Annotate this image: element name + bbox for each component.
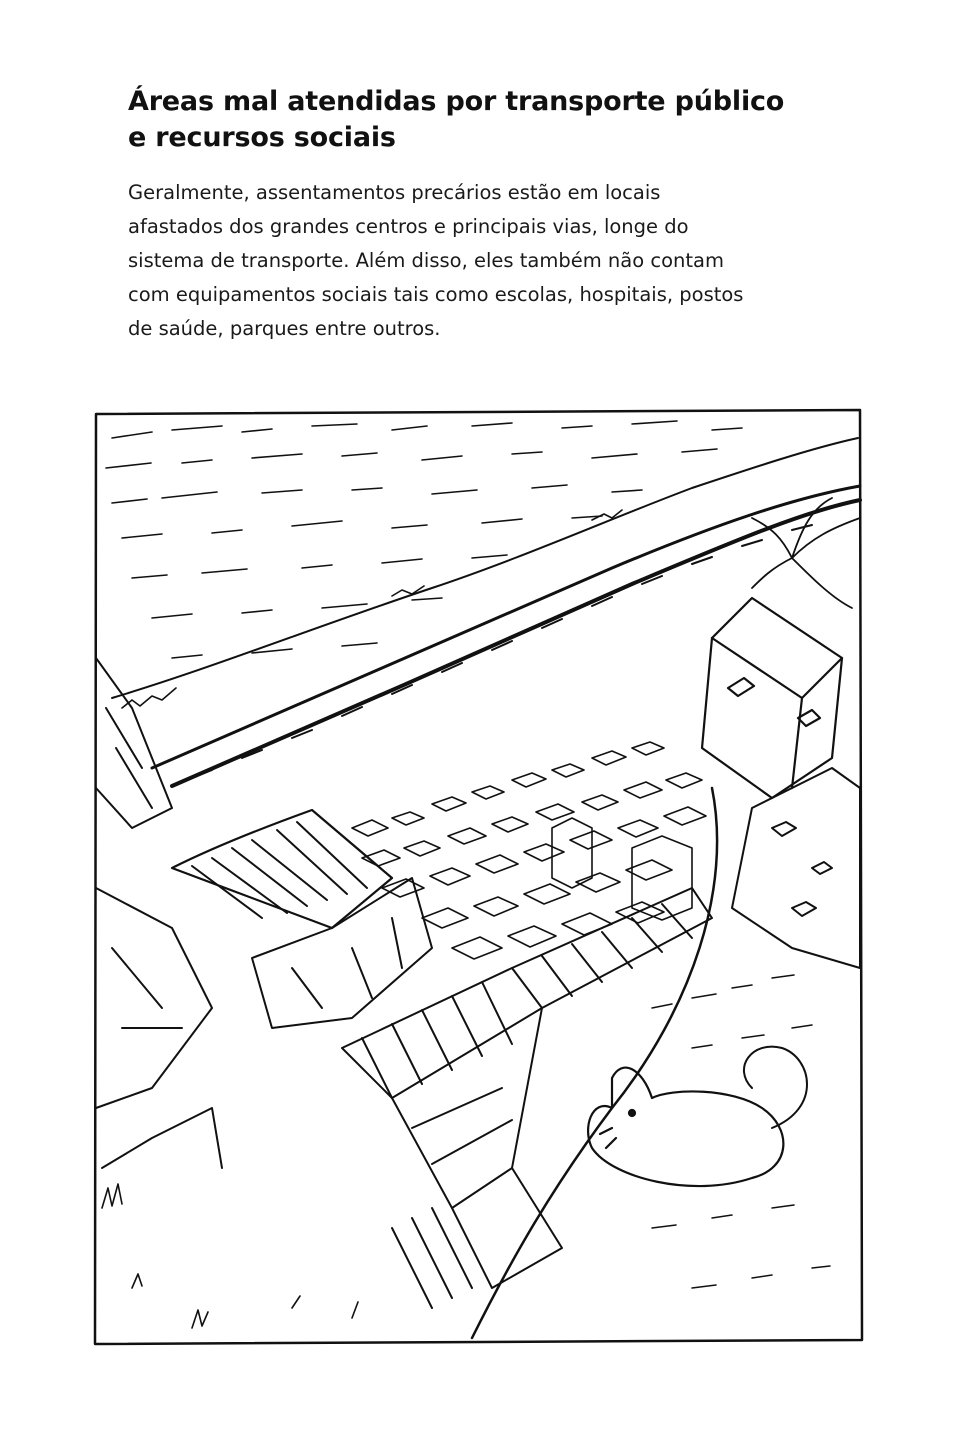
body-line-2: afastados dos grandes centros e principais vias, longe do bbox=[128, 215, 689, 238]
body-line-1: Geralmente, assentamentos precários estão em locais bbox=[128, 181, 661, 204]
tall-building bbox=[702, 598, 842, 798]
body-line-5: de saúde, parques entre outros. bbox=[128, 317, 441, 340]
sky-strokes bbox=[106, 421, 742, 658]
hill-ridge bbox=[112, 438, 858, 698]
heading-line-2: e recursos sociais bbox=[128, 122, 396, 153]
favela-illustration bbox=[92, 408, 864, 1348]
favela-field bbox=[352, 742, 706, 959]
staircase bbox=[342, 888, 712, 1308]
right-houses bbox=[732, 768, 860, 968]
rat-drawing bbox=[588, 1047, 807, 1186]
illustration-frame bbox=[95, 410, 862, 1344]
body-line-4: com equipamentos sociais tais como escolas, hospitais, postos bbox=[128, 283, 744, 306]
body-line-3: sistema de transporte. Além disso, eles também não contam bbox=[128, 249, 724, 272]
grass bbox=[102, 1184, 358, 1328]
body-paragraph bbox=[128, 176, 858, 346]
curved-wall bbox=[472, 788, 717, 1338]
section-heading bbox=[128, 84, 848, 156]
road-upper bbox=[152, 486, 860, 768]
shack-roof bbox=[172, 810, 432, 1028]
heading-line-1: Áreas mal atendidas por transporte público bbox=[128, 86, 785, 117]
